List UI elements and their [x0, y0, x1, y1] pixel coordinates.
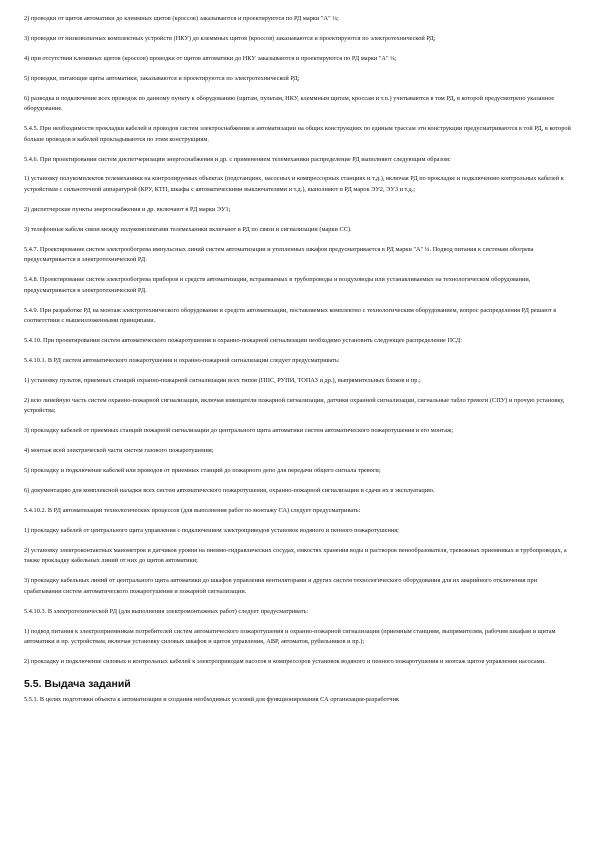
- paragraph: 5.4.6. При проектировании систем диспетчеризации энергоснабжения и др. с применением телемеханики распределение РД выполняют следующим образом:: [24, 155, 451, 163]
- paragraph: 1) установку полукомплектов телемеханики на контролируемых объектах (подстанциях, насосных и компрессорных станциях и т.д.), включая РД по прокладке и подключению контрольных кабелей к устройствам с сильноточной аппаратурой (КРУ, КТП, шкафы с автоматическими выключателями и т.д.), выполняют в РД марок ЭУ2, ЭУ3 и т.д.;: [24, 175, 564, 194]
- paragraph: 2) всю линейную часть систем охранно-пожарной сигнализации, включая извещатели пожарной сигнализации, датчики охранной сигнализации, сигнальные табло тревоги (СПУ) и прочую установку, устройства;: [24, 396, 565, 415]
- paragraph: 3) прокладку кабелей от приемных станций пожарной сигнализации до центрального щита автоматики систем автоматического пожаротушения и его монтаж;: [24, 427, 454, 435]
- paragraph: 3) телефонные кабели связи между полукомплектами телемеханики включают в РД по связи и сигнализации (марки СС).: [24, 225, 352, 233]
- paragraph: 3) проводки от низковольтных комплектных устройств (НКУ) до клеммных щитов (кроссов) заказываются и проектируются по электротехнической РД;: [24, 34, 436, 42]
- paragraph: 5.4.10. При проектировании систем автоматического пожаротушения и охранно-пожарной сигнализации необходимо установить следующее распределение ПСД:: [24, 337, 463, 345]
- paragraph: 2) установку электроконтактных манометров и датчиков уровня на пневмо-гидравлических сосудах, емкостях хранения воды и растворов пенообразователя, тревожных приемниках и трубопроводах, а также прокладку кабельных линий от них до щитов автоматики;: [24, 546, 567, 565]
- document-page: [24, 14, 572, 715]
- paragraph: 4) монтаж всей электрической части систем газового пожаротушения;: [24, 447, 214, 455]
- paragraph: 5.4.10.3. В электротехнической РД (для выполнения электромонтажных работ) следует предусматривать:: [24, 607, 309, 615]
- paragraph: 5.4.8. Проектирование систем электрообогрева приборов и средств автоматизации, встраиваемых в трубопроводы и воздуховоды или устанавливаемых на технологическом оборудовании, предусматривается в электротехнической РД.: [24, 276, 531, 294]
- paragraph: 6) документацию для комплексной наладки всех систем автоматического пожаротушения, охранно-пожарной сигнализации и сдачи их в эксплуатацию.: [24, 486, 435, 494]
- paragraph: 5.4.10.1. В РД систем автоматического пожаротушения и охранно-пожарной сигнализации следует предусматривать:: [24, 357, 340, 365]
- paragraph: 4) при отсутствии клеммных щитов (кроссов) проводки от щитов автоматики до НКУ заказываются и проектируются по РД марки "А" ¼;: [24, 54, 397, 62]
- paragraph: 5.5.1. В целях подготовки объекта к автоматизации и создания необходимых условий для функционирования СА организация-разработчик: [24, 695, 400, 703]
- paragraph: 2) проводки от щитов автоматики до клеммных щитов (кроссов) заказываются и проектируются по РД марки "А" ¼;: [24, 15, 339, 22]
- paragraph: 1) прокладку кабелей от центрального щита управления с подключением электроприводов установок водяного и пенного пожаротушения;: [24, 526, 399, 534]
- paragraph: 3) прокладку кабельных линий от центрального щита автоматики до шкафов управления вентиляторами и других систем технологического оборудования для их аварийного отключения при срабатывании систем автоматического пожаротушения и пожарной сигнализации.: [24, 577, 538, 595]
- paragraph: 5) прокладку и подключение кабелей или проводов от приемных станций до пожарного депо для передачи общего сигнала тревоги;: [24, 467, 381, 475]
- paragraph: 2) прокладку и подключение силовых и контрольных кабелей к электроприводам насосов и компрессоров установок водяного и пенного пожаротушения и монтаж щитов управления насосами.: [24, 657, 546, 665]
- paragraph: 5) проводки, питающие щиты автоматики, заказываются и проектируются по электротехнической РД;: [24, 74, 300, 82]
- paragraph: 2) диспетчерские пункты энергоснабжения и др. включают в РД марки ЭУ1;: [24, 205, 231, 213]
- paragraph: 5.4.7. Проектирование систем электрообогрева импульсных линий систем автоматизации и утепленных шкафов предусматривается в РД марки "А" ¼. Подвод питания к системам обогрева предусматривается в электротехнической РД.: [24, 245, 534, 264]
- paragraph: 5.4.10.2. В РД автоматизации технологических процессов (для выполнения работ по монтажу СА) следует предусматривать:: [24, 506, 361, 514]
- paragraph: 6) разводка и подключение всех проводок по данному пункту к оборудованию (щитам, пультам, НКУ, клеммным щитам, кроссам и т.п.) учитываются в том РД, в которой предусмотрено указанное оборудование.: [24, 94, 555, 113]
- paragraph: 5.4.9. При разработке РД на монтаж электротехнического оборудования и средств автоматизации, поставляемых комплектно с технологическим оборудованием, вопрос распределения РД решают в соответствии с вышеизложенными принципами.: [24, 306, 557, 325]
- paragraph: 5.4.5. При необходимости прокладки кабелей и проводов систем электроснабжения и автоматизации на общих конструкциях по единым трассам эти конструкции предусматриваются в той РД, в которой больше проводов и кабелей прокладываются по этим конструкциям.: [24, 125, 571, 143]
- paragraph: 1) подвод питания к электроприемникам потребителей систем автоматического пожаротушения и охранно-пожарной сигнализации (приемным станциям, выпрямителям, рабочим шкафам и щитам автоматики и пр. устройствам, включая установку силовых шкафов и щитов управления, АВР, автоматов, рубильников и пр.);: [24, 627, 556, 646]
- section-heading: 5.5. Выдача заданий: [24, 677, 131, 690]
- paragraph: 1) установку пультов, приемных станций охранно-пожарной сигнализации всех типов (ППС, РУПИ, ТОПАЗ и др.), выпрямительных блоков и пр.;: [24, 376, 421, 384]
